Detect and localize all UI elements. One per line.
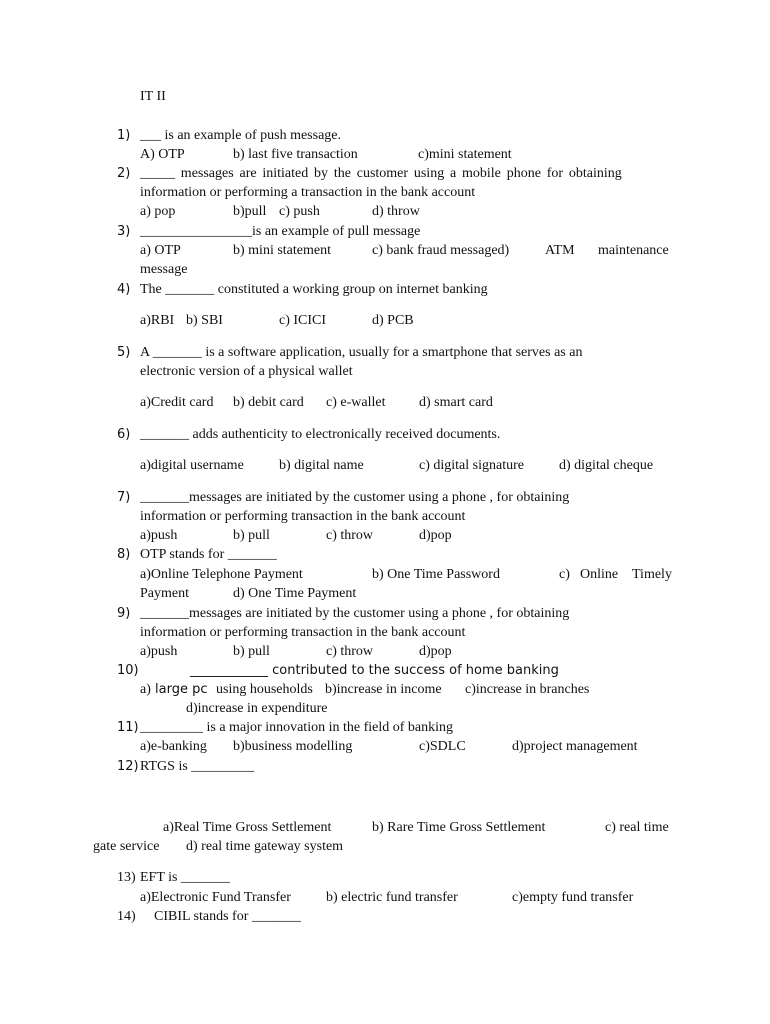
option: c) ICICI xyxy=(279,313,327,328)
option: c)empty fund transfer xyxy=(512,890,634,905)
question-number: 5) xyxy=(117,345,131,360)
question-text: EFT is _______ xyxy=(140,870,230,885)
option: a)Real Time Gross Settlement xyxy=(163,820,332,835)
option-continued: gate service xyxy=(93,839,160,854)
question-text: CIBIL stands for _______ xyxy=(154,909,301,924)
option: d) throw xyxy=(372,204,420,219)
option: a)digital username xyxy=(140,458,244,473)
option-continued: message xyxy=(140,262,188,277)
option: b) Rare Time Gross Settlement xyxy=(372,820,546,835)
option: c)mini statement xyxy=(418,147,512,162)
option: b) electric fund transfer xyxy=(326,890,458,905)
option: A) OTP xyxy=(140,147,185,162)
question-text-continued: information or performing transaction in the bank account xyxy=(140,625,466,640)
option: b) digital name xyxy=(279,458,364,473)
option: a)Online Telephone Payment xyxy=(140,567,303,582)
question-number: 12) xyxy=(117,759,139,774)
question-text: _______messages are initiated by the customer using a phone , for obtaining xyxy=(140,490,570,505)
question-number: 8) xyxy=(117,547,131,562)
option: a) xyxy=(140,682,151,697)
question-text: ________________is an example of pull message xyxy=(140,224,421,239)
option: ATM xyxy=(545,243,575,258)
option: c) e-wallet xyxy=(326,395,386,410)
option: d) One Time Payment xyxy=(233,586,357,601)
question-number: 11) xyxy=(117,720,139,735)
option: b) pull xyxy=(233,528,270,543)
option: c) bank fraud messaged) xyxy=(372,243,510,258)
option: a)Credit card xyxy=(140,395,214,410)
option: c) digital signature xyxy=(419,458,524,473)
option: a)Electronic Fund Transfer xyxy=(140,890,291,905)
option: c) xyxy=(559,567,570,582)
document-header: IT II xyxy=(140,89,166,104)
option: d)increase in expenditure xyxy=(186,701,328,716)
option: c) throw xyxy=(326,528,374,543)
question-text: ___ is an example of push message. xyxy=(140,128,342,143)
question-text: _______messages are initiated by the customer using a phone , for obtaining xyxy=(140,606,570,621)
option: a)push xyxy=(140,644,178,659)
question-text: _____ messages are initiated by the customer using a mobile phone for obtaining xyxy=(140,166,622,181)
question-text-continued: information or performing a transaction in the bank account xyxy=(140,185,476,200)
question-number: 1) xyxy=(117,128,131,143)
option: d) real time gateway system xyxy=(186,839,344,854)
option: b) SBI xyxy=(186,313,223,328)
option: c) real time xyxy=(605,820,669,835)
option: b) One Time Password xyxy=(372,567,500,582)
option: d)pop xyxy=(419,528,452,543)
option: Timely xyxy=(632,567,672,582)
option: a)RBI xyxy=(140,313,175,328)
option: maintenance xyxy=(598,243,669,258)
question-number: 3) xyxy=(117,224,131,239)
question-number: 13) xyxy=(117,870,136,885)
option: a) OTP xyxy=(140,243,181,258)
option: b) last five transaction xyxy=(233,147,358,162)
option: Online xyxy=(580,567,619,582)
option: b)business modelling xyxy=(233,739,353,754)
option: large pc xyxy=(155,682,208,697)
option: a) pop xyxy=(140,204,176,219)
option: using households xyxy=(216,682,313,697)
question-text: A _______ is a software application, usually for a smartphone that serves as an xyxy=(140,345,583,360)
question-text: OTP stands for _______ xyxy=(140,547,277,562)
option: d)project management xyxy=(512,739,638,754)
option: c) push xyxy=(279,204,320,219)
option: b) mini statement xyxy=(233,243,331,258)
option: b)increase in income xyxy=(325,682,442,697)
option: d)pop xyxy=(419,644,452,659)
question-number: 7) xyxy=(117,490,131,505)
option: c)increase in branches xyxy=(465,682,590,697)
question-number: 4) xyxy=(117,282,131,297)
option: b) debit card xyxy=(233,395,304,410)
option: d) digital cheque xyxy=(559,458,654,473)
option: b)pull xyxy=(233,204,267,219)
question-number: 9) xyxy=(117,606,131,621)
question-text: _______ adds authenticity to electronically received documents. xyxy=(140,427,501,442)
option: a)push xyxy=(140,528,178,543)
question-text: RTGS is _________ xyxy=(140,759,255,774)
option: d) smart card xyxy=(419,395,493,410)
question-number: 14) xyxy=(117,909,136,924)
question-number: 2) xyxy=(117,166,131,181)
option-continued: Payment xyxy=(140,586,189,601)
question-text: ____________ contributed to the success of home banking xyxy=(190,663,559,678)
option: c)SDLC xyxy=(419,739,466,754)
option: d) PCB xyxy=(372,313,414,328)
question-text-continued: information or performing transaction in the bank account xyxy=(140,509,466,524)
question-text-continued: electronic version of a physical wallet xyxy=(140,364,353,379)
question-text: The _______ constituted a working group on internet banking xyxy=(140,282,488,297)
option: b) pull xyxy=(233,644,270,659)
question-number: 10) xyxy=(117,663,139,678)
option: a)e-banking xyxy=(140,739,207,754)
question-number: 6) xyxy=(117,427,131,442)
question-text: _________ is a major innovation in the field of banking xyxy=(140,720,454,735)
option: c) throw xyxy=(326,644,374,659)
